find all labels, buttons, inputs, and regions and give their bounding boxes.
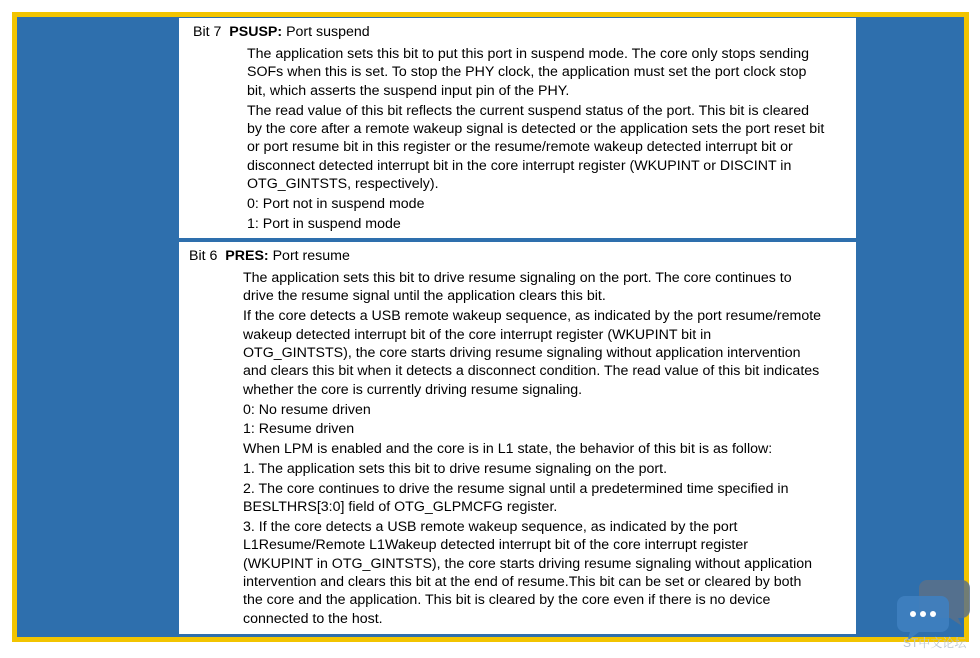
bit7-label: Bit 7 xyxy=(193,24,222,40)
bit6-line: The application sets this bit to drive resume signaling on the port. The core continues to xyxy=(243,270,792,286)
bit6-line: wakeup detected interrupt bit of the core interrupt register (WKUPINT bit in xyxy=(243,326,712,343)
document-frame xyxy=(12,12,969,642)
bit7-line: The application sets this bit to put this port in suspend mode. The core only stops sending xyxy=(247,46,810,62)
bit7-line: The read value of this bit reflects the current suspend status of the port. This bit is cleared xyxy=(247,102,810,119)
bit6-line: 2. The core continues to drive the resume signal until a predetermined time specified in xyxy=(243,480,789,497)
bit6-field-name: PRES: xyxy=(225,248,269,264)
bit6-line: L1Resume/Remote L1Wakeup detected interrupt bit of the core interrupt register xyxy=(243,537,748,554)
bit6-panel xyxy=(179,242,856,634)
bit6-line: (WKUPINT in OTG_GINTSTS), the core starts driving resume signaling without application xyxy=(243,555,813,572)
bit6-line: If the core detects a USB remote wakeup sequence, as indicated by the port resume/remote xyxy=(243,308,822,325)
bit7-field-name: PSUSP: xyxy=(229,24,283,40)
bit6-line: whether the core is currently driving resume signaling. xyxy=(243,381,583,398)
bit6-description xyxy=(243,269,821,628)
bit6-line: 1. The application sets this bit to drive resume signaling on the port. xyxy=(243,460,668,477)
bit6-line: 1: Resume driven xyxy=(243,421,355,438)
bit7-line: 0: Port not in suspend mode xyxy=(247,195,425,212)
bit6-header xyxy=(189,248,350,264)
bit6-line: and clears this bit when it detects a disconnect condition. The read value of this bit indicates xyxy=(243,363,820,380)
bit7-line: 1: Port in suspend mode xyxy=(247,215,401,232)
bit6-line: 3. If the core detects a USB remote wakeup sequence, as indicated by the port xyxy=(243,518,738,535)
bit6-field-desc: Port resume xyxy=(272,248,350,264)
bit7-line: by the core after a remote wakeup signal is detected or the application sets the port reset bit xyxy=(247,120,825,137)
bit7-line: OTG_GINTSTS, respectively). xyxy=(247,176,439,193)
bit6-line: When LPM is enabled and the core is in L1 state, the behavior of this bit is as follow: xyxy=(243,441,773,458)
bit7-line: or port resume bit in this register or the resume/remote wakeup detected interrupt bit or xyxy=(247,139,793,156)
bit6-line: drive the resume signal until the application clears this bit. xyxy=(243,288,606,305)
bit7-description xyxy=(247,45,824,233)
bit7-line: disconnect detected interrupt bit in the core interrupt register (WKUPINT or DISCINT in xyxy=(247,157,792,174)
bit7-line: SOFs when this is set. To stop the PHY clock, the application must set the port clock stop xyxy=(247,64,807,81)
bit6-line: intervention and clears this bit at the end of resume.This bit can be set or cleared by both xyxy=(243,573,802,590)
bit6-line: connected to the host. xyxy=(243,610,383,627)
bit7-line: bit, which asserts the suspend input pin of the PHY. xyxy=(247,82,570,99)
bit6-line: OTG_GINTSTS), the core starts driving resume signaling without application intervention xyxy=(243,344,801,361)
watermark-text: ST中文论坛 xyxy=(903,636,967,650)
bit6-line: BESLTHRS[3:0] field of OTG_GLPMCFG register. xyxy=(243,499,558,516)
document-background xyxy=(17,17,964,637)
bit6-label: Bit 6 xyxy=(189,248,218,264)
bit7-field-desc: Port suspend xyxy=(286,24,370,40)
bit7-panel xyxy=(179,18,856,238)
bit6-line: the core and the application. This bit is cleared by the core even if there is no device xyxy=(243,592,771,609)
bit6-line: 0: No resume driven xyxy=(243,401,371,418)
bit7-header xyxy=(193,24,370,40)
